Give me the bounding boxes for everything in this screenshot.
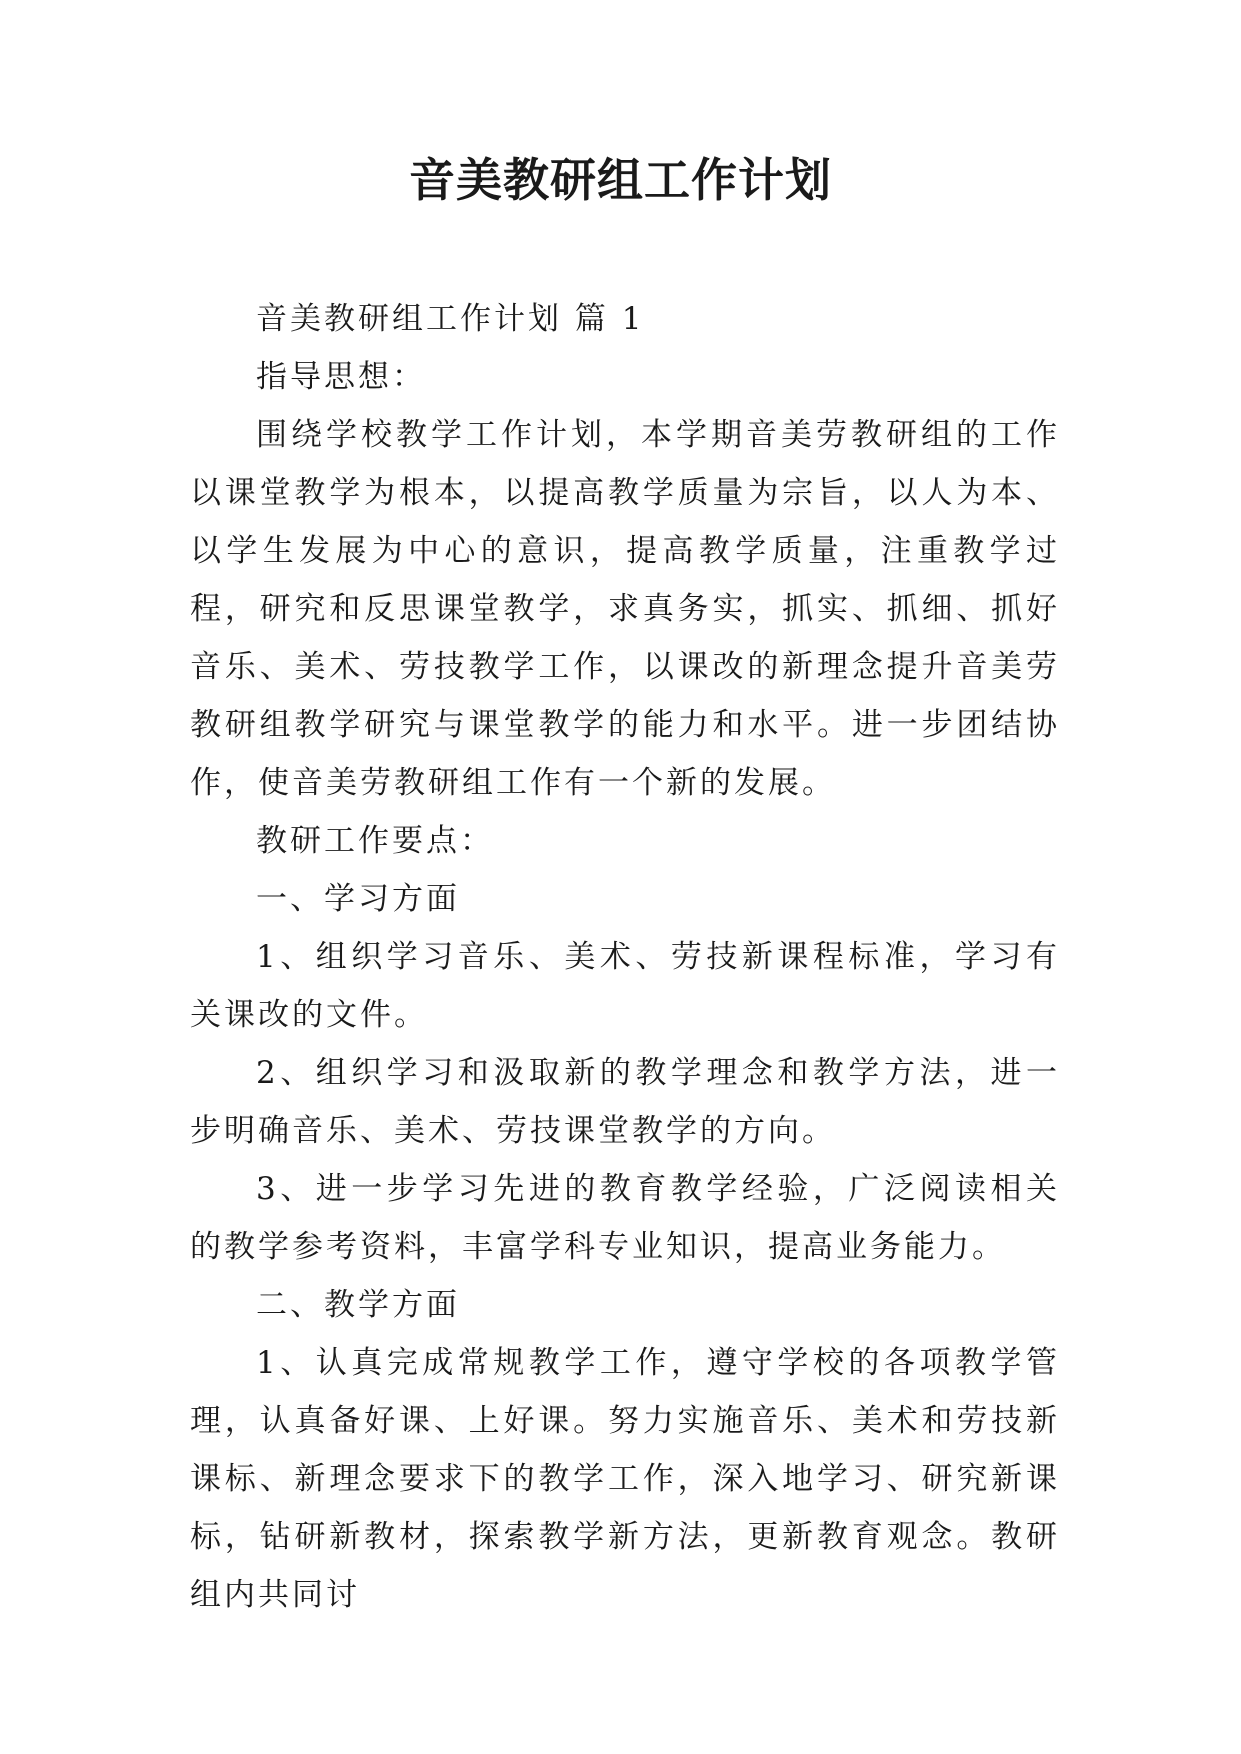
learning-item-3: 3、进一步学习先进的教育教学经验，广泛阅读相关的教学参考资料，丰富学科专业知识，提高业务能力。 <box>190 1171 1060 1265</box>
teaching-item-1: 1、认真完成常规教学工作，遵守学校的各项教学管理，认真备好课、上好课。努力实施音乐、美术和劳技新课标、新理念要求下的教学工作，深入地学习、研究新课标，钻研新教材，探索教学新方法，更新教育观念。教研组内共同讨 <box>190 1345 1060 1613</box>
learning-item-2: 2、组织学习和汲取新的教学理念和教学方法，进一步明确音乐、美术、劳技课堂教学的方向。 <box>190 1055 1060 1149</box>
document-body <box>190 290 1060 1624</box>
document-title: 音美教研组工作计划 <box>409 153 832 207</box>
learning-item-1: 1、组织学习音乐、美术、劳技新课程标准，学习有关课改的文件。 <box>190 939 1060 1033</box>
research-points-heading: 教研工作要点： <box>256 823 494 859</box>
section-heading-part1: 音美教研组工作计划 篇 1 <box>256 301 645 337</box>
teaching-section-heading: 二、教学方面 <box>256 1287 460 1323</box>
guiding-ideology-heading: 指导思想： <box>256 359 426 395</box>
learning-section-heading: 一、学习方面 <box>256 881 460 917</box>
guiding-ideology-paragraph: 围绕学校教学工作计划，本学期音美劳教研组的工作以课堂教学为根本，以提高教学质量为宗旨，以人为本、以学生发展为中心的意识，提高教学质量，注重教学过程，研究和反思课堂教学，求真务实，抓实、抓细、抓好音乐、美术、劳技教学工作，以课改的新理念提升音美劳教研组教学研究与课堂教学的能力和水平。进一步团结协作，使音美劳教研组工作有一个新的发展。 <box>190 417 1060 801</box>
